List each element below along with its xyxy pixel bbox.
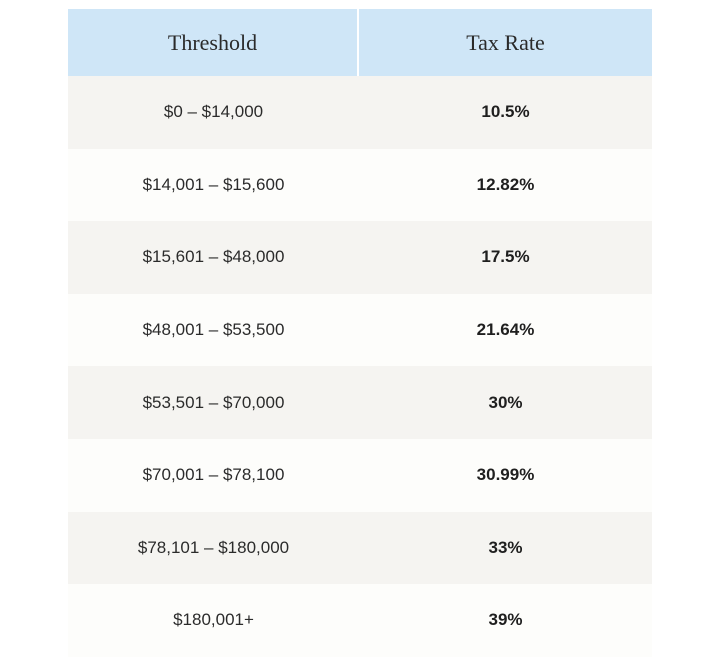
table-row bbox=[68, 76, 652, 149]
threshold-cell: $70,001 – $78,100 bbox=[142, 465, 285, 485]
header-tax-rate: Tax Rate bbox=[359, 9, 652, 76]
table-row bbox=[68, 512, 652, 585]
table-row bbox=[68, 221, 652, 294]
header-threshold: Threshold bbox=[68, 9, 359, 76]
tax-rate-cell: 30% bbox=[488, 392, 523, 412]
table-header bbox=[68, 9, 652, 76]
tax-rate-cell: 30.99% bbox=[476, 465, 535, 485]
threshold-cell: $48,001 – $53,500 bbox=[142, 320, 285, 340]
tax-rate-cell: 12.82% bbox=[476, 174, 535, 194]
threshold-cell: $0 – $14,000 bbox=[163, 102, 264, 122]
threshold-cell: $78,101 – $180,000 bbox=[137, 537, 290, 557]
table-row bbox=[68, 149, 652, 222]
threshold-cell: $53,501 – $70,000 bbox=[142, 392, 285, 412]
table-row bbox=[68, 439, 652, 512]
tax-rate-table bbox=[68, 9, 652, 657]
table-row bbox=[68, 584, 652, 657]
tax-rate-cell: 33% bbox=[488, 537, 523, 557]
table-row bbox=[68, 366, 652, 439]
tax-rate-cell: 39% bbox=[488, 610, 523, 630]
tax-rate-cell: 21.64% bbox=[476, 320, 535, 340]
threshold-cell: $15,601 – $48,000 bbox=[142, 247, 285, 267]
tax-rate-cell: 10.5% bbox=[481, 102, 530, 122]
tax-rate-cell: 17.5% bbox=[481, 247, 530, 267]
table-row bbox=[68, 294, 652, 367]
threshold-cell: $180,001+ bbox=[173, 610, 254, 630]
threshold-cell: $14,001 – $15,600 bbox=[142, 174, 285, 194]
